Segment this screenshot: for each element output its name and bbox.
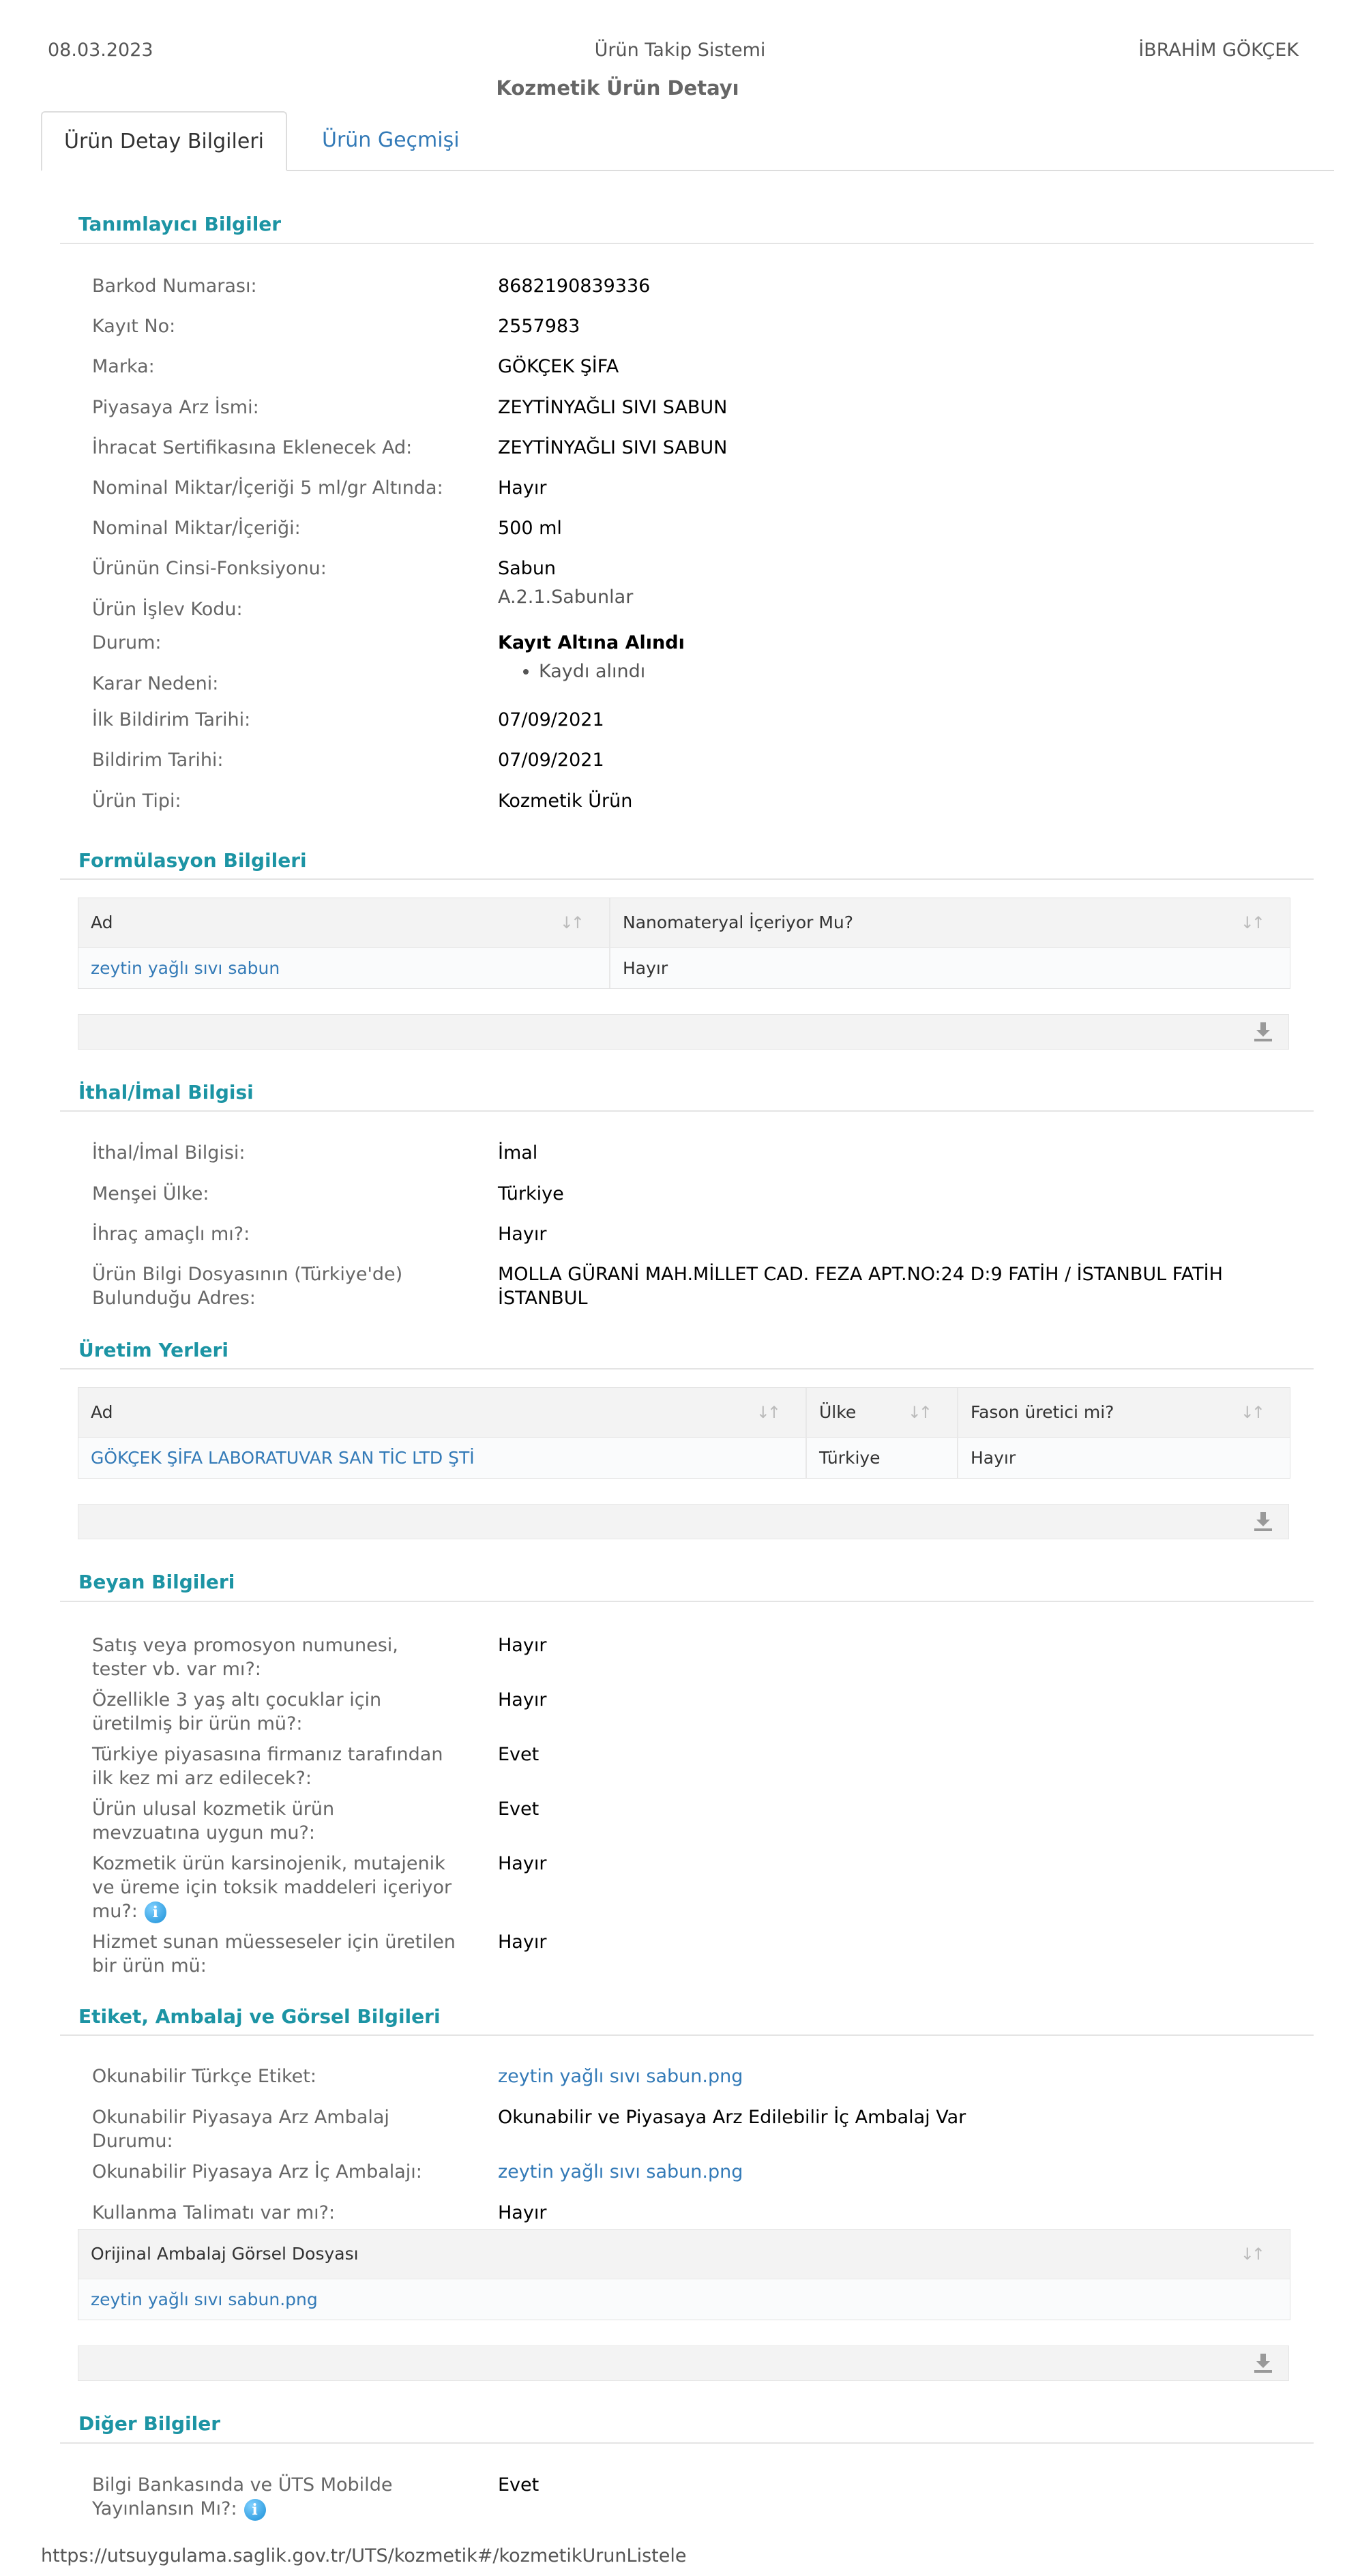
field-label-with-info xyxy=(92,1852,460,1923)
field-label: Marka: xyxy=(92,356,155,377)
table-header-row xyxy=(78,2230,1290,2279)
field-label: Kullanma Talimatı var mı?: xyxy=(92,2202,336,2223)
sort-icon[interactable]: ↓↑ xyxy=(756,1403,778,1422)
service-institution-value: Hayır xyxy=(498,1931,547,1953)
field-label: Barkod Numarası: xyxy=(92,276,257,297)
notification-date-value: 07/09/2021 xyxy=(498,750,604,771)
cmr-substances-value: Hayır xyxy=(498,1853,547,1874)
field-label: Satış veya promosyon numunesi, tester vb. var mı?: xyxy=(92,1635,398,1680)
packaging-status-value: Okunabilir ve Piyasaya Arz Edilebilir İç Ambalaj Var xyxy=(498,2107,966,2128)
download-icon[interactable] xyxy=(1253,1511,1273,1533)
manufacturer-name-link[interactable]: GÖKÇEK ŞİFA LABORATUVAR SAN TİC LTD ŞTİ xyxy=(78,1437,807,1478)
column-header-nanomaterial[interactable] xyxy=(610,898,1290,947)
print-date: 08.03.2023 xyxy=(48,40,153,61)
original-packaging-file-link[interactable]: zeytin yağlı sıvı sabun.png xyxy=(78,2279,1290,2320)
field-label: Kozmetik ürün karsinojenik, mutajenik ve üreme için toksik maddeleri içeriyor mu?: xyxy=(92,1853,452,1922)
turkish-label-link-wrap xyxy=(498,2064,1303,2088)
system-name: Ürün Takip Sistemi xyxy=(594,40,766,61)
field-label: İlk Bildirim Tarihi: xyxy=(92,709,251,730)
field-label: Menşei Ülke: xyxy=(92,1183,209,1204)
tab-product-history[interactable]: Ürün Geçmişi xyxy=(322,128,460,152)
field-label: Türkiye piyasasına firmanız tarafından ilk kez mi arz edilecek?: xyxy=(92,1744,443,1789)
tab-bar xyxy=(41,111,1334,171)
page-url: https://utsuygulama.saglik.gov.tr/UTS/kozmetik#/kozmetikUrunListele xyxy=(41,2545,687,2566)
barcode-value: 8682190839336 xyxy=(498,276,651,297)
section-title-production: Üretim Yerleri xyxy=(78,1339,228,1361)
section-title-declaration: Beyan Bilgileri xyxy=(78,1571,235,1593)
section-title-formulation: Formülasyon Bilgileri xyxy=(78,849,307,872)
brand-value: GÖKÇEK ŞİFA xyxy=(498,356,619,377)
table-row xyxy=(78,1437,1290,1478)
field-label-with-info xyxy=(92,2473,447,2521)
field-label: Ürün ulusal kozmetik ürün mevzuatına uygun mu?: xyxy=(92,1798,335,1844)
decision-reason-list xyxy=(498,660,1303,683)
market-name-value: ZEYTİNYAĞLI SIVI SABUN xyxy=(498,397,728,418)
column-label: Ad xyxy=(91,913,113,932)
info-icon[interactable]: i xyxy=(145,1901,166,1923)
inner-packaging-link-wrap xyxy=(498,2160,1303,2184)
field-label: Bildirim Tarihi: xyxy=(92,750,224,771)
divider xyxy=(60,2034,1314,2036)
status-value: Kayıt Altına Alındı xyxy=(498,632,685,653)
regulation-compliance-value: Evet xyxy=(498,1798,539,1820)
table-cell: Hayır xyxy=(958,1437,1290,1478)
table-header-row xyxy=(78,898,1290,947)
field-label: Okunabilir Piyasaya Arz Ambalaj Durumu: xyxy=(92,2107,389,2152)
user-name: İBRAHİM GÖKÇEK xyxy=(1138,40,1299,61)
first-notification-date-value: 07/09/2021 xyxy=(498,709,604,730)
sort-icon[interactable]: ↓↑ xyxy=(1240,2245,1262,2264)
section-title-identifier: Tanımlayıcı Bilgiler xyxy=(78,213,282,235)
section-title-import: İthal/İmal Bilgisi xyxy=(78,1081,254,1104)
column-header-contract-manufacturer[interactable] xyxy=(958,1388,1290,1437)
field-label: İthal/İmal Bilgisi: xyxy=(92,1142,246,1164)
field-label: İhraç amaçlı mı?: xyxy=(92,1224,250,1245)
field-label: Karar Nedeni: xyxy=(92,673,219,694)
formulation-name-link[interactable]: zeytin yağlı sıvı sabun xyxy=(78,947,610,988)
turkish-label-file-link[interactable]: zeytin yağlı sıvı sabun.png xyxy=(498,2066,743,2087)
sort-icon[interactable]: ↓↑ xyxy=(1240,913,1262,932)
field-label: Durum: xyxy=(92,632,162,653)
column-header-original-packaging[interactable] xyxy=(78,2230,1290,2279)
column-label: Nanomateryal İçeriyor Mu? xyxy=(623,913,854,932)
page-title: Kozmetik Ürün Detayı xyxy=(496,76,739,100)
divider xyxy=(60,243,1314,244)
instructions-value: Hayır xyxy=(498,2202,547,2223)
divider xyxy=(60,1601,1314,1602)
product-type-function-value: Sabun xyxy=(498,558,557,579)
inner-packaging-file-link[interactable]: zeytin yağlı sıvı sabun.png xyxy=(498,2161,743,2182)
field-label: Nominal Miktar/İçeriği 5 ml/gr Altında: xyxy=(92,477,443,499)
table-cell: Hayır xyxy=(610,947,1290,988)
field-label: Nominal Miktar/İçeriği: xyxy=(92,518,301,539)
table-row xyxy=(78,947,1290,988)
divider xyxy=(60,1368,1314,1370)
table-footer-bar xyxy=(78,1504,1289,1539)
column-label: Fason üretici mi? xyxy=(971,1402,1114,1422)
field-label: Ürünün Cinsi-Fonksiyonu: xyxy=(92,558,327,579)
field-label: Okunabilir Piyasaya Arz İç Ambalajı: xyxy=(92,2161,422,2182)
download-icon[interactable] xyxy=(1253,2352,1273,2374)
first-supply-value: Evet xyxy=(498,1744,539,1765)
export-purpose-value: Hayır xyxy=(498,1224,547,1245)
publish-value: Evet xyxy=(498,2474,539,2496)
registration-no-value: 2557983 xyxy=(498,316,580,337)
section-title-other: Diğer Bilgiler xyxy=(78,2412,221,2435)
sort-icon[interactable]: ↓↑ xyxy=(907,1403,930,1422)
export-name-value: ZEYTİNYAĞLI SIVI SABUN xyxy=(498,437,728,458)
field-label: Kayıt No: xyxy=(92,316,176,337)
info-icon[interactable]: i xyxy=(244,2499,266,2521)
import-manufacture-value: İmal xyxy=(498,1142,538,1164)
function-code-value: A.2.1.Sabunlar xyxy=(498,587,634,608)
field-label: Hizmet sunan müesseseler için üretilen bir ürün mü: xyxy=(92,1931,456,1977)
divider xyxy=(60,2442,1314,2444)
sort-icon[interactable]: ↓↑ xyxy=(559,913,582,932)
table-row xyxy=(78,2279,1290,2320)
file-address-value: MOLLA GÜRANİ MAH.MİLLET CAD. FEZA APT.NO:24 D:9 FATİH / İSTANBUL FATİH İSTANBUL xyxy=(498,1264,1223,1309)
column-label: Orijinal Ambalaj Görsel Dosyası xyxy=(91,2244,359,2264)
table-header-row xyxy=(78,1388,1290,1437)
field-label: Piyasaya Arz İsmi: xyxy=(92,397,259,418)
table-cell: Türkiye xyxy=(807,1437,958,1478)
field-label: Ürün Tipi: xyxy=(92,790,181,812)
field-label: İhracat Sertifikasına Eklenecek Ad: xyxy=(92,437,413,458)
sort-icon[interactable]: ↓↑ xyxy=(1240,1403,1262,1422)
table-footer-bar xyxy=(78,1014,1289,1050)
under-3-value: Hayır xyxy=(498,1689,547,1711)
formulation-table xyxy=(78,898,1290,989)
field-label: Ürün İşlev Kodu: xyxy=(92,599,243,620)
field-label: Okunabilir Türkçe Etiket: xyxy=(92,2066,316,2087)
decision-reason-item: • Kaydı alındı xyxy=(539,660,1303,683)
original-packaging-table xyxy=(78,2229,1290,2320)
table-footer-bar xyxy=(78,2345,1289,2381)
column-header-name[interactable] xyxy=(78,1388,807,1437)
production-table xyxy=(78,1387,1290,1479)
field-label: Bilgi Bankasında ve ÜTS Mobilde Yayınlansın Mı?: xyxy=(92,2474,393,2519)
product-kind-value: Kozmetik Ürün xyxy=(498,790,633,812)
column-header-country[interactable] xyxy=(807,1388,958,1437)
field-label: Ürün Bilgi Dosyasının (Türkiye'de) Bulunduğu Adres: xyxy=(92,1264,403,1309)
download-icon[interactable] xyxy=(1253,1021,1273,1043)
tab-product-details[interactable]: Ürün Detay Bilgileri xyxy=(41,111,287,171)
nominal-under-5-value: Hayır xyxy=(498,477,547,499)
origin-country-value: Türkiye xyxy=(498,1183,564,1204)
divider xyxy=(60,878,1314,880)
field-label: Özellikle 3 yaş altı çocuklar için üretilmiş bir ürün mü?: xyxy=(92,1689,382,1734)
column-label: Ülke xyxy=(819,1402,857,1422)
nominal-amount-value: 500 ml xyxy=(498,518,562,539)
divider xyxy=(60,1110,1314,1112)
column-label: Ad xyxy=(91,1402,113,1422)
sample-value: Hayır xyxy=(498,1635,547,1656)
column-header-name[interactable] xyxy=(78,898,610,947)
section-title-label-packaging: Etiket, Ambalaj ve Görsel Bilgileri xyxy=(78,2005,441,2028)
